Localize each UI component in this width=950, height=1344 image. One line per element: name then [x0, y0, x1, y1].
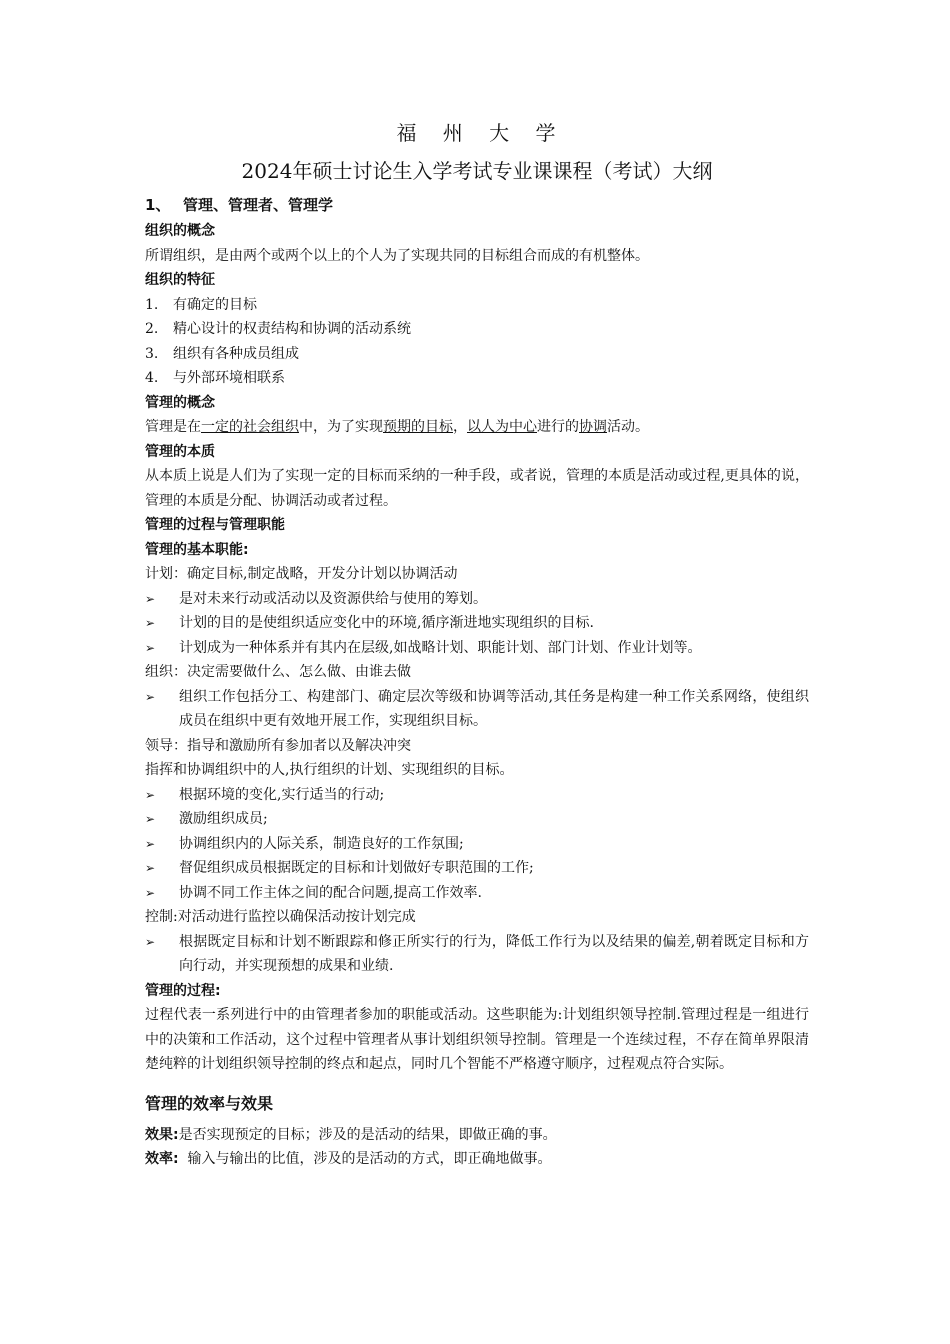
- bullet-text: 协调不同工作主体之间的配合问题,提高工作效率.: [179, 884, 482, 901]
- list-text: 组织有各种成员组成: [173, 345, 299, 362]
- definition-text: 输入与输出的比值，涉及的是活动的方式，即正确地做事。: [178, 1151, 552, 1167]
- heading-org-features: 组织的特征: [145, 272, 215, 288]
- text-span: 中，为了实现: [299, 419, 383, 435]
- bullet-text: 督促组织成员根据既定的目标和计划做好专职范围的工作;: [179, 860, 534, 876]
- paragraph-mgmt-concept: [145, 415, 809, 440]
- arrow-bullet-icon: ➢: [145, 861, 156, 875]
- bullet-text: 根据既定目标和计划不断跟踪和修正所实行的行为，降低工作行为以及结果的偏差,朝着既定目标和方向行动，并实现预想的成果和业绩.: [179, 933, 809, 974]
- arrow-bullet-icon: ➢: [145, 836, 156, 851]
- definition-text: 是否实现预定的目标；涉及的是活动的结果，即做正确的事。: [178, 1126, 557, 1143]
- section-title: 管理、管理者、管理学: [183, 196, 334, 214]
- bullet-text: 协调组织内的人际关系，制造良好的工作氛围;: [179, 835, 464, 852]
- arrow-bullet-icon: ➢: [145, 591, 156, 606]
- bullet-text: 根据环境的变化,实行适当的行动;: [179, 786, 385, 803]
- bullet-text: 激励组织成员;: [179, 811, 268, 827]
- list-item: [145, 293, 809, 318]
- university-title: 福 州 大 学: [396, 121, 566, 145]
- definition-label: 效率:: [145, 1151, 179, 1167]
- arrow-bullet-icon: ➢: [145, 640, 156, 655]
- heading-process-functions: 管理的过程与管理职能: [145, 517, 285, 533]
- syllabus-title: 2024年硕士讨论生入学考试专业课课程（考试）大纲: [241, 159, 713, 183]
- arrow-bullet-icon: ➢: [145, 787, 156, 802]
- text-span: 管理是在: [145, 419, 201, 435]
- heading-efficiency-effectiveness: 管理的效率与效果: [145, 1093, 274, 1113]
- underlined-term: 一定的社会组织: [201, 419, 299, 435]
- list-text: 精心设计的权责结构和协调的活动系统: [173, 321, 411, 337]
- arrow-bullet-icon: ➢: [145, 812, 156, 826]
- definition-label: 效果:: [145, 1126, 179, 1143]
- underlined-term: 协调: [579, 419, 607, 435]
- section-number: 1、: [145, 196, 171, 214]
- heading-org-concept: 组织的概念: [145, 223, 215, 239]
- list-text: 有确定的目标: [173, 296, 257, 313]
- heading-mgmt-process: 管理的过程:: [145, 982, 221, 999]
- paragraph-mgmt-process: 过程代表一系列进行中的由管理者参加的职能或活动。这些职能为:计划组织领导控制.管理过程是一组进行中的决策和工作活动，这个过程中管理者从事计划组织领导控制。管理是一个连续过程，不存在简单界限清楚纯粹的计划组织领导控制的终点和起点，同时几个智能不严格遵守顺序，过程观点符合实际。: [145, 1007, 809, 1072]
- bullet-text: 计划成为一种体系并有其内在层级,如战略计划、职能计划、部门计划、作业计划等。: [179, 639, 702, 656]
- underlined-term: 以人为中心: [467, 419, 537, 435]
- bullet-item: [145, 783, 809, 808]
- lead-line-2: 指挥和协调组织中的人,执行组织的计划、实现组织的目标。: [145, 762, 514, 778]
- plan-line: 计划：确定目标,制定战略，开发分计划以协调活动: [145, 566, 458, 582]
- text-span: 进行的: [537, 419, 579, 435]
- paragraph-mgmt-essence: 从本质上说是人们为了实现一定的目标而采纳的一种手段，或者说，管理的本质是活动或过程,更具体的说，管理的本质是分配、协调活动或者过程。: [145, 468, 809, 509]
- bullet-text: 组织工作包括分工、构建部门、确定层次等级和协调等活动,其任务是构建一种工作关系网络，使组织成员在组织中更有效地开展工作，实现组织目标。: [179, 688, 809, 729]
- list-item: [145, 366, 809, 391]
- arrow-bullet-icon: ➢: [145, 616, 156, 630]
- heading-mgmt-essence: 管理的本质: [145, 443, 215, 460]
- list-item: [145, 342, 809, 367]
- definition-efficiency: [145, 1147, 809, 1172]
- list-item: [145, 317, 809, 342]
- bullet-item: [145, 611, 809, 636]
- heading-basic-functions: 管理的基本职能:: [145, 541, 249, 558]
- bullet-item: [145, 685, 809, 734]
- control-line: 控制:对活动进行监控以确保活动按计划完成: [145, 909, 416, 925]
- bullet-text: 计划的目的是使组织适应变化中的环境,循序渐进地实现组织的目标.: [179, 615, 594, 631]
- arrow-bullet-icon: ➢: [145, 934, 156, 949]
- org-features-list: [145, 293, 809, 391]
- list-number: 4.: [145, 370, 159, 386]
- text-span: ，: [453, 419, 467, 435]
- section-heading-1: [145, 194, 809, 216]
- text-span: 活动。: [607, 419, 649, 435]
- bullet-item: [145, 881, 809, 906]
- bullet-item: [145, 587, 809, 612]
- document-page: [145, 118, 809, 1172]
- arrow-bullet-icon: ➢: [145, 689, 156, 704]
- bullet-item: [145, 807, 809, 832]
- definition-effect: [145, 1123, 809, 1148]
- bullet-text: 是对未来行动或活动以及资源供给与使用的筹划。: [179, 590, 487, 607]
- lead-line: 领导：指导和激励所有参加者以及解决冲突: [145, 737, 411, 754]
- list-number: 2.: [145, 321, 159, 337]
- list-number: 3.: [145, 345, 159, 362]
- paragraph-org-concept: 所谓组织，是由两个或两个以上的个人为了实现共同的目标组合而成的有机整体。: [145, 247, 649, 264]
- arrow-bullet-icon: ➢: [145, 885, 156, 900]
- organize-line: 组织：决定需要做什么、怎么做、由谁去做: [145, 664, 411, 680]
- bullet-item: [145, 930, 809, 979]
- bullet-item: [145, 636, 809, 661]
- heading-mgmt-concept: 管理的概念: [145, 394, 215, 411]
- list-number: 1.: [145, 296, 159, 313]
- bullet-item: [145, 856, 809, 881]
- list-text: 与外部环境相联系: [173, 370, 285, 386]
- bullet-item: [145, 832, 809, 857]
- underlined-term: 预期的目标: [383, 419, 453, 435]
